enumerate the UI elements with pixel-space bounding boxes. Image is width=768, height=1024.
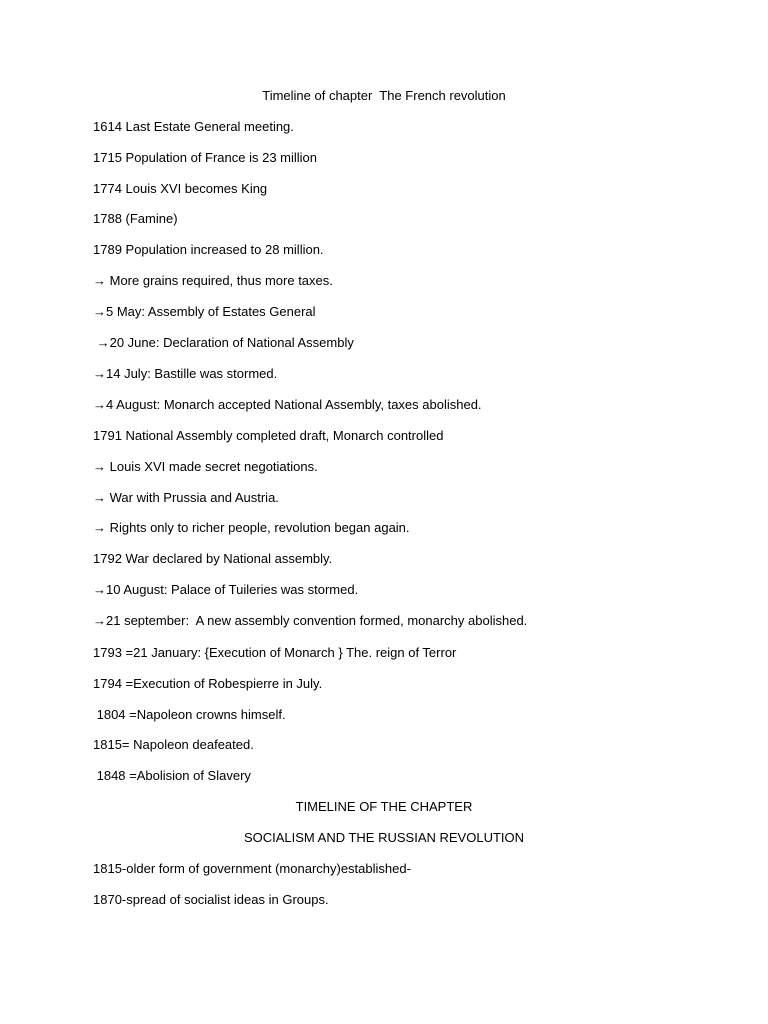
timeline-entry: →20 June: Declaration of National Assembly <box>93 335 354 350</box>
timeline-entry: →14 July: Bastille was stormed. <box>93 366 278 381</box>
timeline-entry: →10 August: Palace of Tuileries was stormed. <box>93 582 359 597</box>
timeline-entry: 1848 =Abolision of Slavery <box>93 768 251 783</box>
timeline-entry: 1774 Louis XVI becomes King <box>93 181 268 196</box>
timeline-entry: 1791 National Assembly completed draft, Monarch controlled <box>93 428 444 443</box>
timeline-entry: → Louis XVI made secret negotiations. <box>93 459 318 474</box>
section-subheading: SOCIALISM AND THE RUSSIAN REVOLUTION <box>243 830 525 845</box>
timeline-entry: →4 August: Monarch accepted National Assembly, taxes abolished. <box>93 397 482 412</box>
timeline-entry: 1804 =Napoleon crowns himself. <box>93 707 286 722</box>
timeline-entry: 1792 War declared by National assembly. <box>93 551 333 566</box>
timeline-entry: 1715 Population of France is 23 million <box>93 150 318 165</box>
timeline-entry: → War with Prussia and Austria. <box>93 490 279 505</box>
timeline-entry: 1794 =Execution of Robespierre in July. <box>93 676 323 691</box>
timeline-entry: 1789 Population increased to 28 million. <box>93 242 324 257</box>
timeline-entry: 1815= Napoleon deafeated. <box>93 737 254 752</box>
timeline-entry: 1793 =21 January: {Execution of Monarch } The. reign of Terror <box>93 645 457 660</box>
timeline-entry: 1788 (Famine) <box>93 211 178 226</box>
page-title: Timeline of chapter The French revolution <box>262 88 506 103</box>
timeline-entry: 1614 Last Estate General meeting. <box>93 119 294 134</box>
timeline-entry: 1870-spread of socialist ideas in Groups. <box>93 892 329 907</box>
timeline-entry: → Rights only to richer people, revolution began again. <box>93 520 410 535</box>
timeline-entry: →21 september: A new assembly convention formed, monarchy abolished. <box>93 613 528 628</box>
section-heading: TIMELINE OF THE CHAPTER <box>295 799 473 814</box>
timeline-entry: → More grains required, thus more taxes. <box>93 273 333 288</box>
timeline-entry: 1815-older form of government (monarchy)established- <box>93 861 411 876</box>
timeline-entry: →5 May: Assembly of Estates General <box>93 304 316 319</box>
